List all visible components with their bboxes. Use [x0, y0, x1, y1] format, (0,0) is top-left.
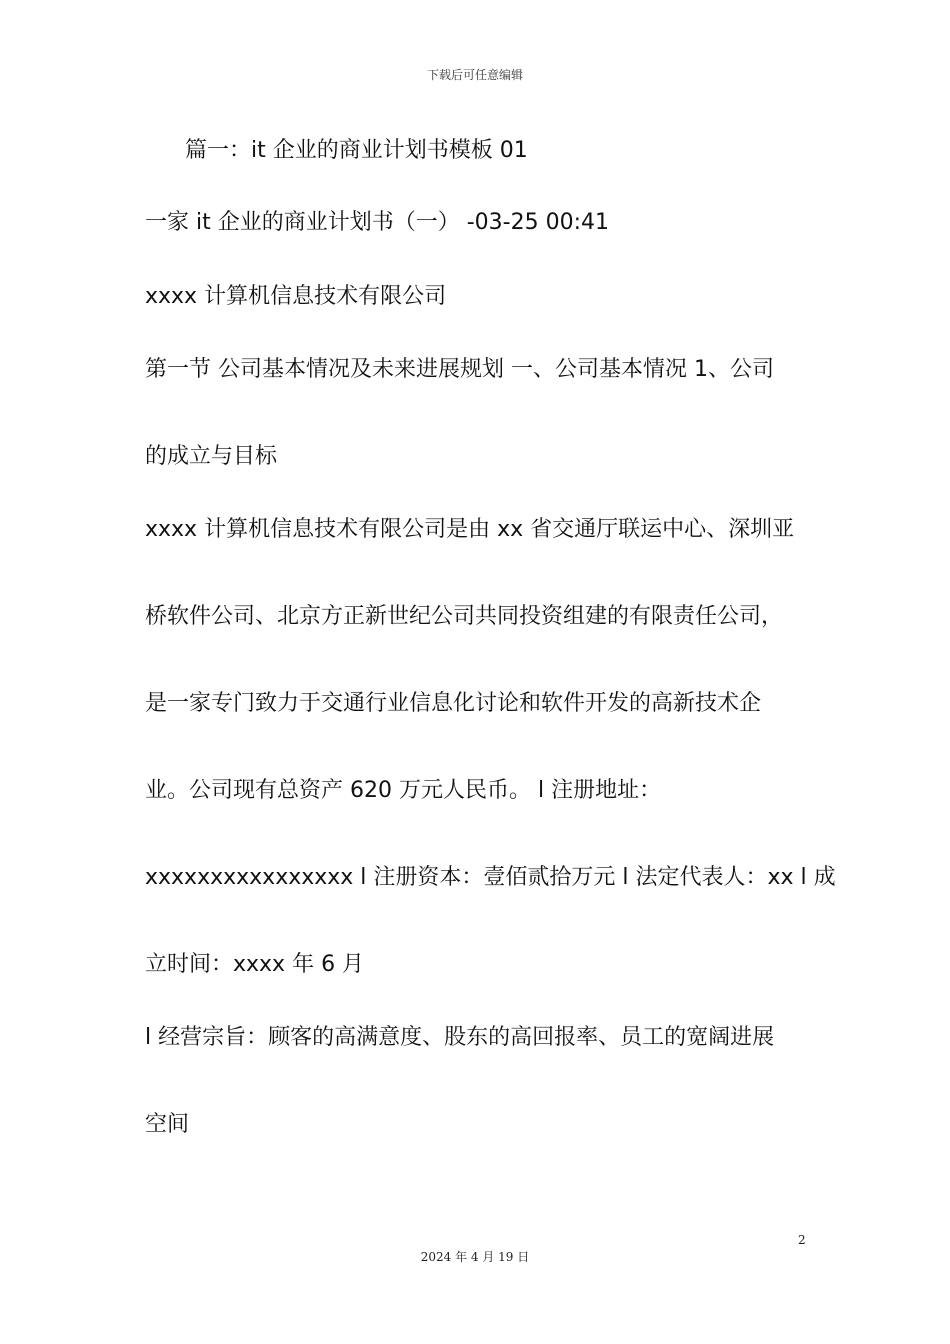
- paragraph-line: 是一家专门致力于交通行业信息化讨论和软件开发的高新技术企: [145, 691, 762, 716]
- paragraph-line: 业。公司现有总资产 620 万元人民币。 l 注册地址：: [145, 778, 662, 803]
- page-header-note: 下载后可任意编辑: [426, 68, 523, 82]
- company-name: xxxx 计算机信息技术有限公司: [145, 284, 447, 309]
- section-heading: 篇一：it 企业的商业计划书模板 01: [185, 138, 528, 163]
- paragraph-line: 桥软件公司、北京方正新世纪公司共同投资组建的有限责任公司，: [145, 604, 784, 629]
- paragraph-line: 空间: [145, 1112, 190, 1137]
- page-number: 2: [798, 1233, 806, 1247]
- paragraph-line: xxxxxxxxxxxxxxxx l 注册资本：壹佰贰拾万元 l 法定代表人：xx l 成: [145, 865, 836, 890]
- paragraph-line: xxxx 计算机信息技术有限公司是由 xx 省交通厅联运中心、深圳亚: [145, 517, 795, 542]
- paragraph-line: l 经营宗旨：顾客的高满意度、股东的高回报率、员工的宽阔进展: [145, 1025, 775, 1050]
- paragraph-line: 第一节 公司基本情况及未来进展规划 一、公司基本情况 1、公司: [145, 357, 774, 382]
- paragraph-line: 的成立与目标: [145, 444, 278, 469]
- document-title-line: 一家 it 企业的商业计划书（一） -03-25 00:41: [145, 210, 609, 235]
- paragraph-line: 立时间：xxxx 年 6 月: [145, 952, 365, 977]
- footer-date: 2024 年 4 月 19 日: [420, 1250, 530, 1264]
